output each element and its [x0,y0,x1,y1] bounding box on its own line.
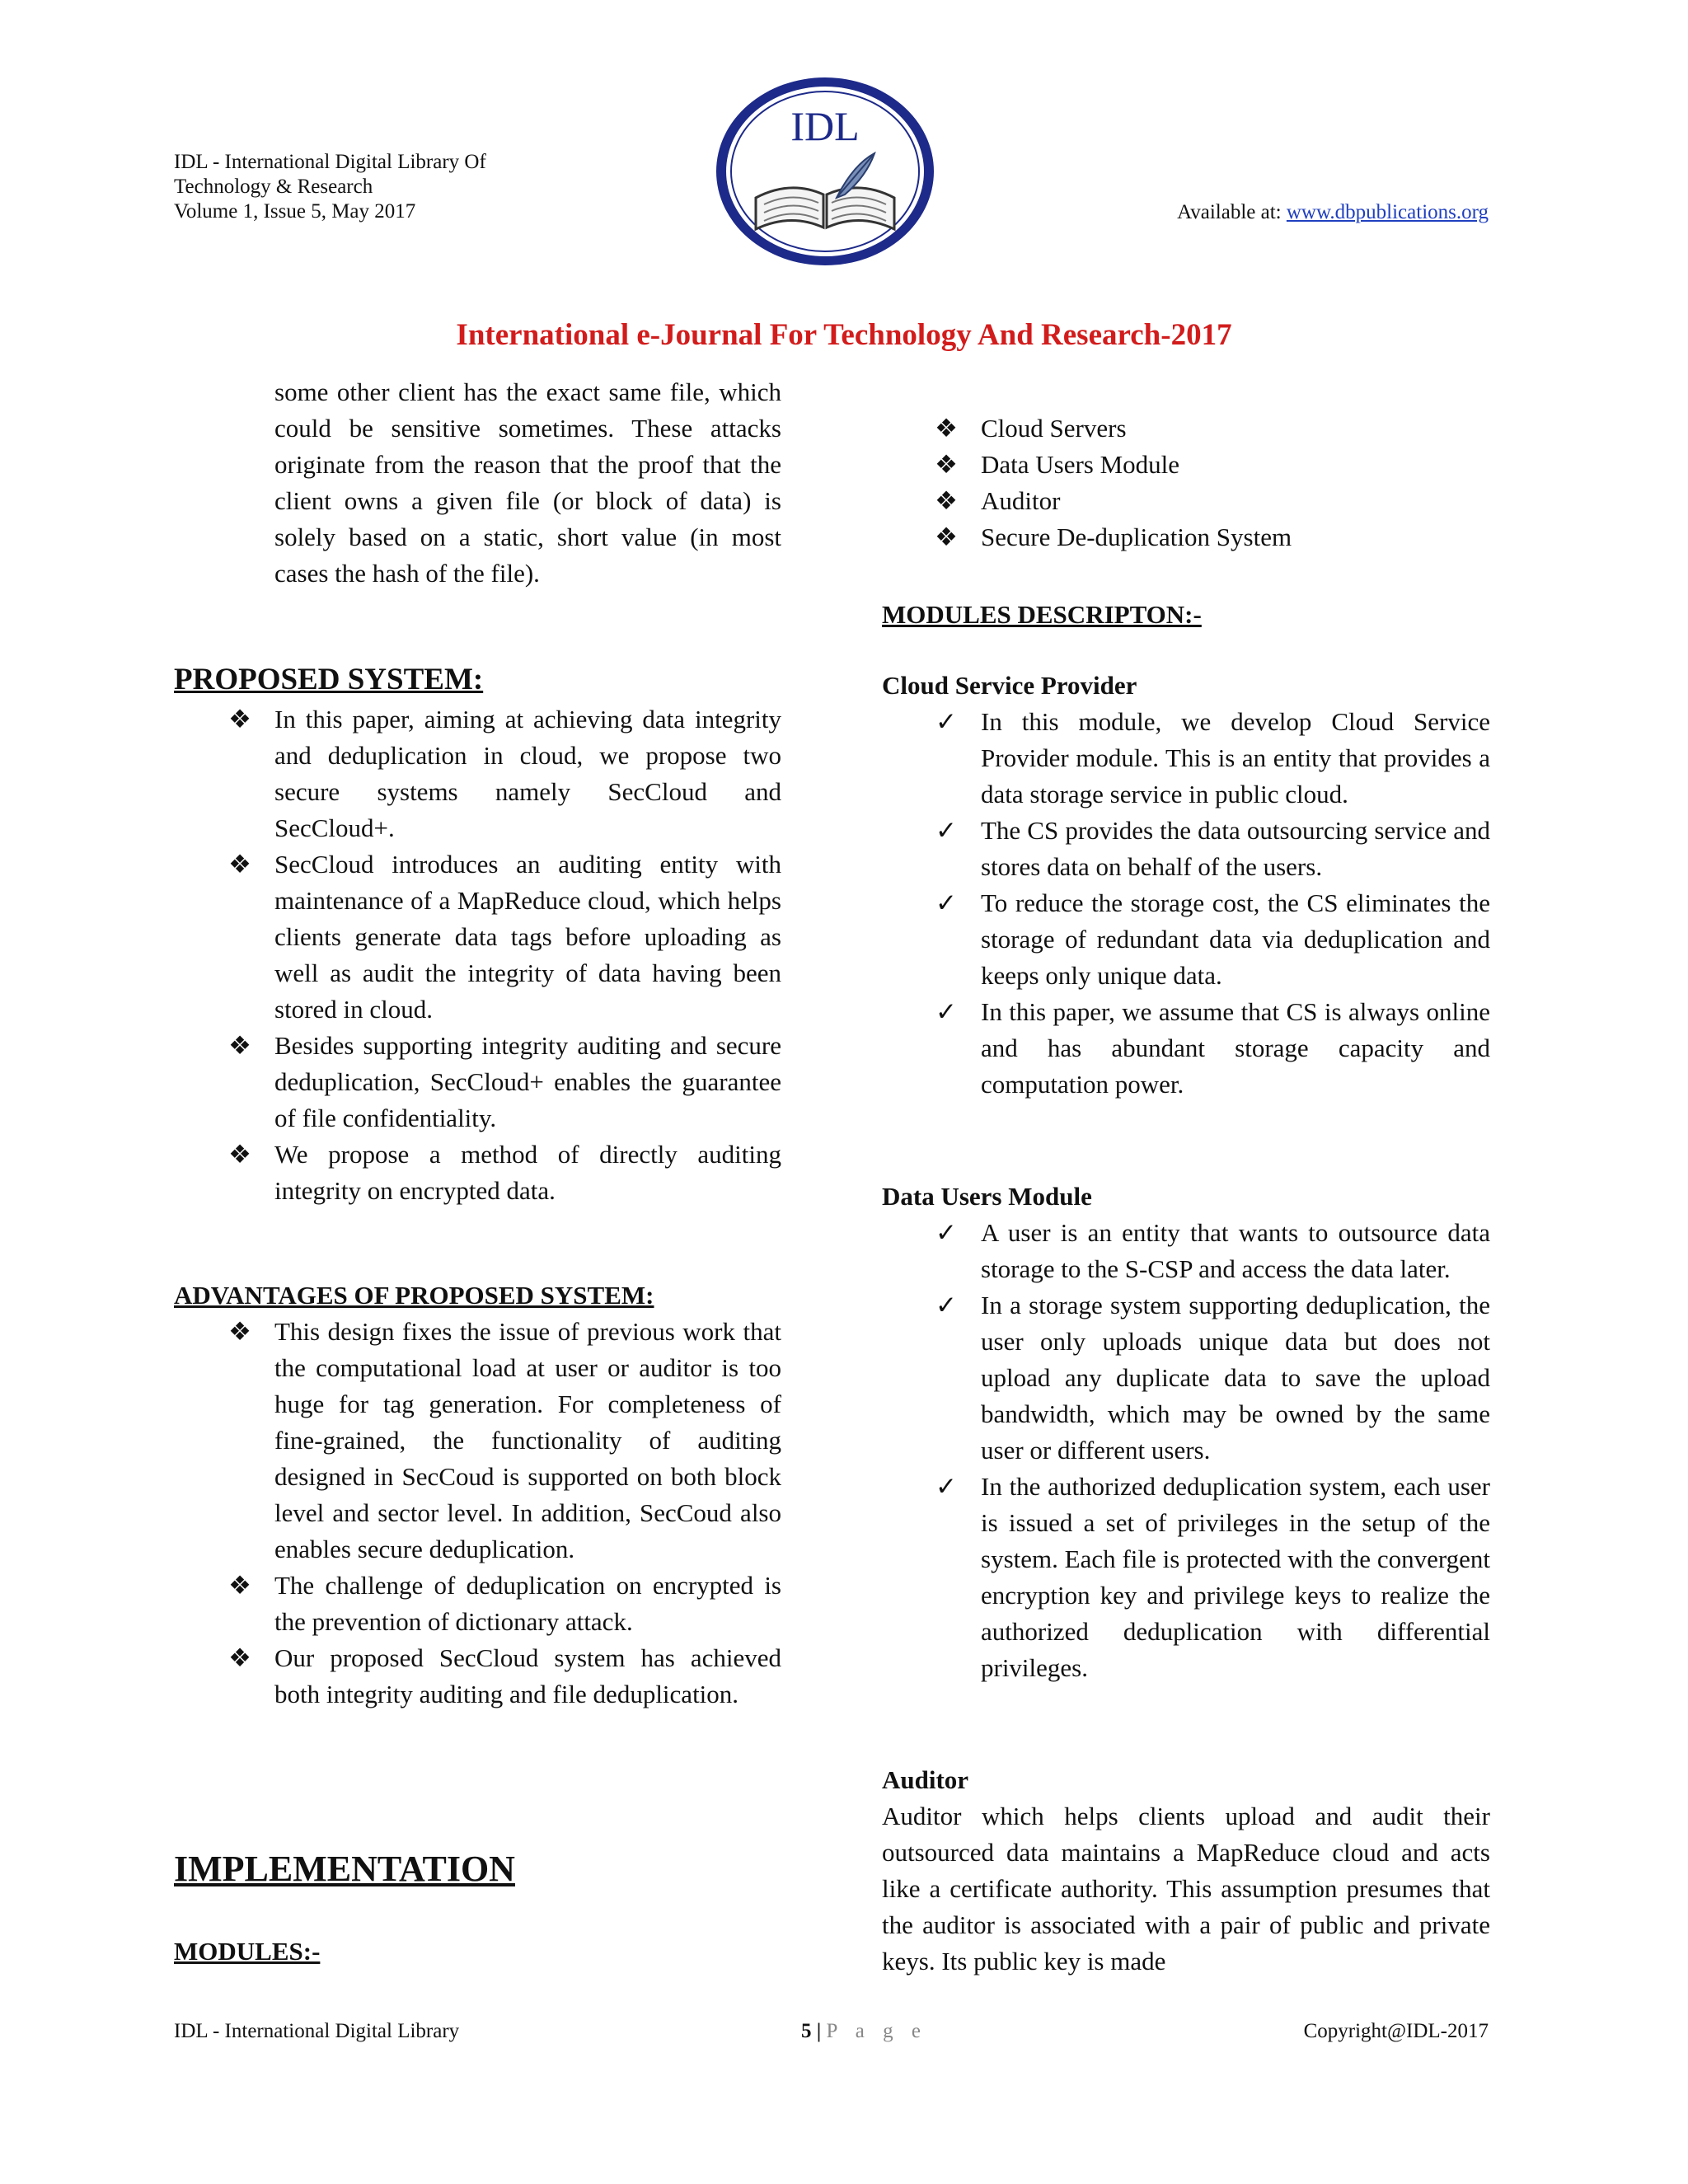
auditor-paragraph: Auditor which helps clients upload and audit their outsourced data maintains a MapReduce cloud and acts like a certificate authority. This assumption presumes that the auditor is associated with a pair of public and private keys. Its public key is made [882,1802,1490,1975]
check-icon: ✓ [935,1472,957,1501]
footer-copyright: Copyright@IDL-2017 [1303,2020,1489,2042]
auditor-heading: Auditor [882,1765,969,1794]
journal-title: International e-Journal For Technology And Research-2017 [456,318,1232,352]
implementation-heading: IMPLEMENTATION [174,1849,515,1889]
list-item: ✓ In this module, we develop Cloud Service Provider module. This is an entity that provides a data storage service in public cloud. [981,704,1490,813]
check-icon: ✓ [935,1218,957,1247]
list-item: ✓ In a storage system supporting deduplication, the user only uploads unique data but does not upload any duplicate data to save the upload bandwidth, which may be owned by the same user or different users. [981,1287,1490,1469]
available-label: Available at: [1177,201,1287,223]
diamond-bullet-icon: ❖ [935,523,958,551]
data-users-heading: Data Users Module [882,1182,1092,1211]
page-number: 5 [801,2020,812,2042]
list-item: ❖ Besides supporting integrity auditing and secure deduplication, SecCloud+ enables the guarantee of file confidentiality. [274,1028,781,1137]
module-list [935,410,1490,555]
publisher-link[interactable]: www.dbpublications.org [1286,201,1489,223]
check-icon: ✓ [935,888,957,917]
check-icon: ✓ [935,816,957,845]
header-line: Volume 1, Issue 5, May 2017 [174,200,416,223]
advantages-list [228,1314,781,1713]
diamond-bullet-icon: ❖ [935,486,958,515]
diamond-bullet-icon: ❖ [935,414,958,443]
page-indicator [801,2019,927,2044]
check-icon: ✓ [935,997,957,1026]
footer-left: IDL - International Digital Library [174,2020,460,2042]
proposed-list [228,701,781,1209]
page-word: P a g e [826,2020,927,2042]
list-item: ❖ Our proposed SecCloud system has achieved both integrity auditing and file deduplication. [274,1640,781,1713]
csp-heading: Cloud Service Provider [882,671,1137,700]
intro-paragraph: some other client has the exact same file, which could be sensitive sometimes. These attacks originate from the reason that the proof that the client owns a given file (or block of data) is solely based on a static, short value (in most cases the hash of the file). [274,377,781,588]
list-item: ❖ The challenge of deduplication on encrypted is the prevention of dictionary attack. [274,1568,781,1640]
list-item: ✓ In the authorized deduplication system, each user is issued a set of privileges in the setup of the system. Each file is protected with the convergent encryption key and privilege keys to realize the authorized deduplication with differential privileges. [981,1469,1490,1686]
diamond-bullet-icon: ❖ [228,1031,251,1060]
list-item: ❖ Data Users Module [981,447,1490,483]
list-item: ❖ In this paper, aiming at achieving data integrity and deduplication in cloud, we propose two secure systems namely SecCloud and SecCloud+. [274,701,781,846]
header-left [174,150,486,224]
data-users-list [935,1215,1490,1686]
advantages-heading: ADVANTAGES OF PROPOSED SYSTEM: [174,1281,654,1310]
list-item: ✓ A user is an entity that wants to outsource data storage to the S-CSP and access the data later. [981,1215,1490,1287]
check-icon: ✓ [935,707,957,736]
list-item: ✓ In this paper, we assume that CS is always online and has abundant storage capacity and computation power. [981,994,1490,1103]
header-right [1177,200,1489,225]
diamond-bullet-icon: ❖ [228,850,251,879]
check-icon: ✓ [935,1291,957,1319]
list-item: ❖ Auditor [981,483,1490,519]
diamond-bullet-icon: ❖ [228,1140,251,1169]
diamond-bullet-icon: ❖ [228,1643,251,1672]
proposed-system-heading: PROPOSED SYSTEM: [174,663,484,696]
idl-logo [713,74,937,269]
modules-description-heading: MODULES DESCRIPTON:- [882,600,1202,629]
list-item: ✓ To reduce the storage cost, the CS eliminates the storage of redundant data via deduplication and keeps only unique data. [981,885,1490,994]
list-item: ❖ We propose a method of directly auditing integrity on encrypted data. [274,1137,781,1209]
list-item: ❖ This design fixes the issue of previous work that the computational load at user or auditor is too huge for tag generation. For completeness of fine-grained, the functionality of auditing designed in SecCoud is supported on both block level and sector level. In addition, SecCoud also enables secure deduplication. [274,1314,781,1568]
diamond-bullet-icon: ❖ [228,1571,251,1600]
list-item: ❖ Secure De-duplication System [981,519,1490,555]
header-line: IDL - International Digital Library Of [174,151,486,173]
svg-text:IDL: IDL [790,103,860,149]
modules-heading: MODULES:- [174,1937,321,1966]
list-item: ❖ Cloud Servers [981,410,1490,447]
diamond-bullet-icon: ❖ [228,705,251,733]
diamond-bullet-icon: ❖ [935,450,958,479]
csp-list [935,704,1490,1103]
list-item: ❖ SecCloud introduces an auditing entity with maintenance of a MapReduce cloud, which helps clients generate data tags before uploading as well as audit the integrity of data having been stored in cloud. [274,846,781,1028]
page-separator: | [811,2020,827,2042]
header-line: Technology & Research [174,176,373,198]
list-item: ✓ The CS provides the data outsourcing service and stores data on behalf of the users. [981,813,1490,885]
diamond-bullet-icon: ❖ [228,1317,251,1346]
